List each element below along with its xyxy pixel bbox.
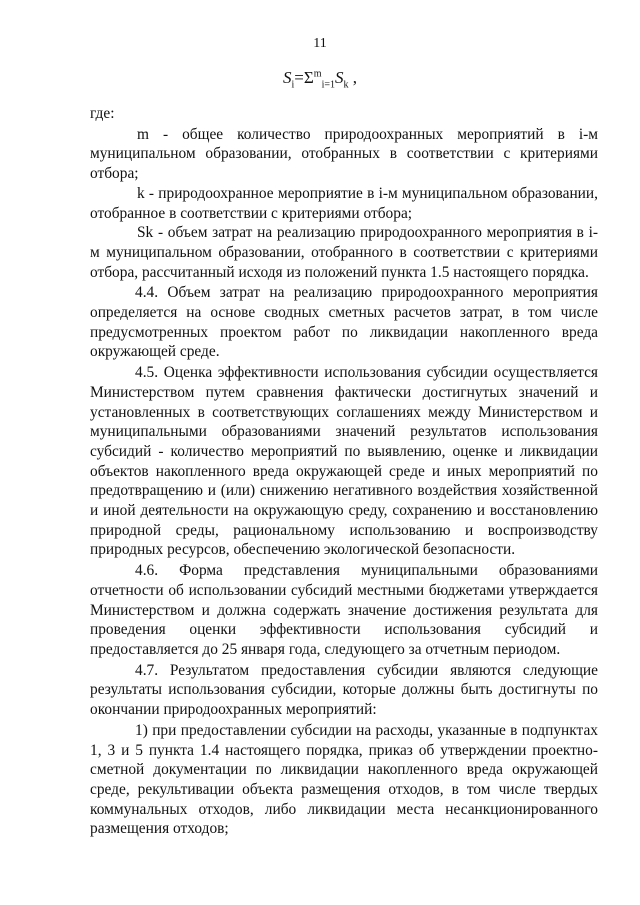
where-label: где: (90, 105, 115, 122)
formula-sum-lower: i=1 (321, 79, 335, 91)
formula-rhs: S (334, 68, 344, 87)
formula-eq: = (294, 68, 304, 87)
formula-sum: Σ (303, 68, 314, 87)
paragraph-4-4: 4.4. Объем затрат на реализацию природоохранного мероприятия определяется на основе сводных сметных расчетов затрат, в том числе предусмотренных проектом работ по ликвидации накопленного вреда окружающей среде. (90, 284, 598, 361)
document-body (90, 104, 598, 839)
sum-formula (0, 68, 640, 90)
formula-tail: , (348, 68, 357, 87)
definition-m: m - общее количество природоохранных мероприятий в i-м муниципальном образовании, отобранных в соответствии с критериями отбора; (90, 125, 598, 183)
formula-sum-upper: m (313, 68, 322, 80)
paragraph-4-7: 4.7. Результатом предоставления субсидии являются следующие результаты использования субсидии, которые должны быть достигнуты по окончании природоохранных мероприятий: (90, 661, 598, 719)
formula-lhs: S (283, 68, 292, 87)
page-number: 11 (313, 36, 327, 51)
formula-lhs-sub: i (291, 79, 295, 91)
paragraph-4-5: 4.5. Оценка эффективности использования субсидии осуществляется Министерством путем сравнения фактически достигнутых значений и установленных в соответствующих соглашениях между Министерством и муниципальными образованиями значений результатов использования субсидий - количество мероприятий по выявлению, оценке и ликвидации объектов накопленного вреда окружающей среде и иных мероприятий по предотвращению и (или) снижению негативного воздействия хозяйственной и иной деятельности на окружающую среду, сохранению и восстановлению природной среды, рациональному использованию и воспроизводству природных ресурсов, обеспечению экологической безопасности. (90, 364, 598, 559)
definition-sk: Sk - объем затрат на реализацию природоохранного мероприятия в i-м муниципальном образовании, отобранного в соответствии с критериями отбора, рассчитанный исходя из положений пункта 1.5 настоящего порядка. (90, 224, 598, 281)
paragraph-4-7-item-1: 1) при предоставлении субсидии на расходы, указанные в подпунктах 1, 3 и 5 пункта 1.4 настоящего порядка, приказ об утверждении проектно-сметной документации по ликвидации накопленного вреда окружающей среде, рекультивации объекта размещения отходов, в том числе твердых коммунальных отходов, либо ликвидации места несанкционированного размещения отходов; (90, 721, 598, 838)
definition-k: k - природоохранное мероприятие в i-м муниципальном образовании, отобранное в соответствии с критериями отбора; (90, 184, 598, 222)
formula-rhs-sub: k (343, 79, 349, 91)
paragraph-4-6: 4.6. Форма представления муниципальными образованиями отчетности об использовании субсидий местными бюджетами утверждается Министерством и должна содержать значение достижения результата для проведения оценки эффективности использования субсидий и предоставляется до 25 января года, следующего за отчетным периодом. (90, 562, 598, 658)
